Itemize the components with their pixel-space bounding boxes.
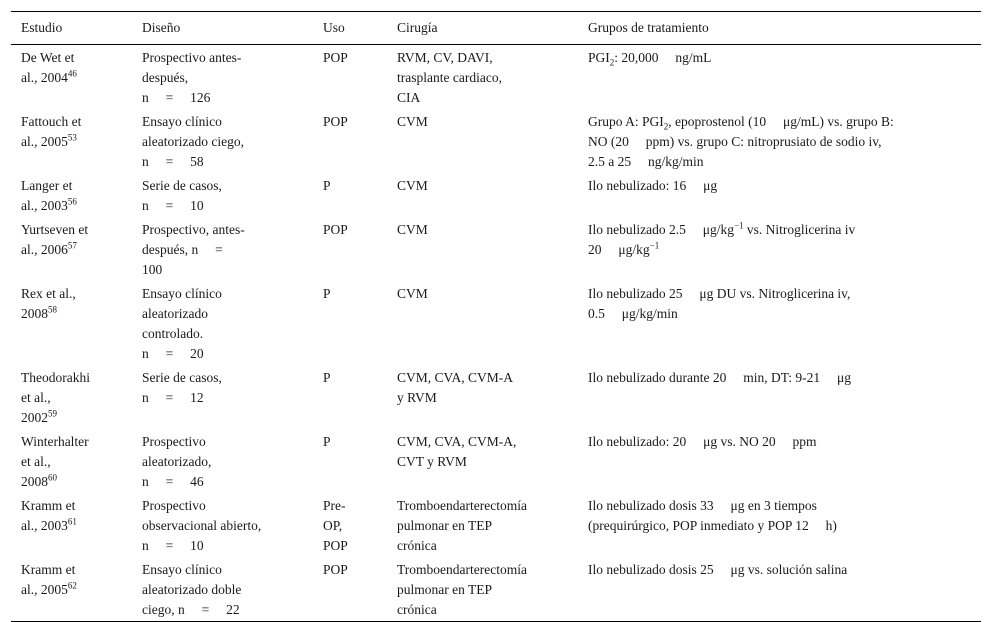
cell-line: Serie de casos, [142, 178, 222, 193]
cell-text: 2002 [21, 410, 48, 425]
cell-text: 2008 [21, 306, 48, 321]
cell-line: Winterhalter [21, 434, 89, 449]
cell-line [588, 112, 973, 132]
cell-line: n = 10 [142, 538, 204, 553]
cell-grupos [578, 429, 981, 493]
cell-line: observacional abierto, [142, 518, 262, 533]
header-cirugia: Cirugía [397, 20, 438, 35]
cell-line: Theodorakhi [21, 370, 90, 385]
cell-line: n = 58 [142, 154, 204, 169]
cell-diseno [132, 217, 313, 281]
cell-grupos [578, 109, 981, 173]
cell-text: 2008 [21, 474, 48, 489]
cell-grupos [578, 281, 981, 365]
cell-estudio [11, 557, 132, 622]
cell-cirugia [387, 429, 578, 493]
cell-line: Ilo nebulizado dosis 25 μg vs. solución salina [588, 562, 848, 577]
cell-grupos [578, 557, 981, 622]
header-estudio: Estudio [21, 20, 63, 35]
cell-line: OP, [323, 518, 343, 533]
cell-line [21, 240, 124, 260]
cell-estudio [11, 45, 132, 110]
cell-text: al., 2005 [21, 134, 68, 149]
table-row [11, 281, 981, 365]
cell-line: y RVM [397, 390, 437, 405]
cell-line: aleatorizado, [142, 454, 212, 469]
cell-line: Ensayo clínico [142, 114, 222, 129]
cell-diseno [132, 109, 313, 173]
cell-estudio [11, 281, 132, 365]
cell-line: POP [323, 562, 348, 577]
cell-line: CVM [397, 178, 428, 193]
cell-text: al., 2003 [21, 518, 68, 533]
cell-estudio [11, 365, 132, 429]
cell-line: n = 46 [142, 474, 204, 489]
cell-cirugia [387, 365, 578, 429]
cell-diseno [132, 493, 313, 557]
table-row [11, 493, 981, 557]
cell-line: Ilo nebulizado: 20 μg vs. NO 20 ppm [588, 434, 817, 449]
cell-estudio [11, 493, 132, 557]
reference-superscript: 60 [48, 472, 57, 483]
reference-superscript: 61 [67, 516, 77, 527]
cell-cirugia [387, 281, 578, 365]
cell-text: al., 2006 [21, 242, 68, 257]
cell-line: aleatorizado ciego, [142, 134, 244, 149]
cell-line: CVM, CVA, CVM-A [397, 370, 514, 385]
cell-line: POP [323, 538, 348, 553]
cell-estudio [11, 109, 132, 173]
reference-superscript: 58 [48, 304, 57, 315]
cell-line: crónica [397, 538, 437, 553]
cell-grupos [578, 45, 981, 110]
cell-line: CVM [397, 286, 428, 301]
studies-table-container [11, 11, 981, 622]
cell-uso [313, 109, 387, 173]
cell-line: De Wet et [21, 50, 75, 65]
cell-cirugia [387, 45, 578, 110]
cell-line: después, [142, 70, 189, 85]
table-row [11, 429, 981, 493]
cell-line: POP [323, 50, 348, 65]
reference-superscript: 46 [67, 68, 77, 79]
cell-text: PGI [588, 50, 610, 65]
cell-line [21, 196, 124, 216]
cell-line [588, 240, 973, 260]
header-diseno: Diseño [142, 20, 181, 35]
reference-superscript: 59 [48, 408, 57, 419]
cell-cirugia [387, 173, 578, 217]
cell-line: P [323, 178, 331, 193]
studies-table [11, 11, 981, 622]
cell-line: P [323, 286, 331, 301]
cell-line: Ilo nebulizado dosis 33 μg en 3 tiempos [588, 498, 817, 513]
cell-uso [313, 173, 387, 217]
cell-diseno [132, 429, 313, 493]
cell-cirugia [387, 557, 578, 622]
cell-uso [313, 45, 387, 110]
subscript: 2 [609, 57, 615, 68]
cell-line: Yurtseven et [21, 222, 89, 237]
cell-line: 0.5 μg/kg/min [588, 306, 678, 321]
cell-cirugia [387, 109, 578, 173]
reference-superscript: 56 [67, 196, 77, 207]
cell-grupos [578, 365, 981, 429]
cell-diseno [132, 281, 313, 365]
table-row [11, 109, 981, 173]
cell-line [21, 68, 124, 88]
cell-line: Pre- [323, 498, 346, 513]
cell-diseno [132, 173, 313, 217]
cell-line: POP [323, 222, 348, 237]
cell-line: pulmonar en TEP [397, 582, 492, 597]
cell-line: Kramm et [21, 498, 76, 513]
cell-line: aleatorizado [142, 306, 208, 321]
cell-line: trasplante cardiaco, [397, 70, 502, 85]
cell-line: NO (20 ppm) vs. grupo C: nitroprusiato de sodio iv, [588, 134, 882, 149]
cell-line: después, n = [142, 242, 223, 257]
cell-line [588, 48, 973, 68]
cell-line: Prospectivo, antes- [142, 222, 245, 237]
reference-superscript: 53 [67, 132, 77, 143]
cell-line: Tromboendarterectomía [397, 562, 527, 577]
cell-line: Ilo nebulizado: 16 μg [588, 178, 718, 193]
cell-line: Ilo nebulizado durante 20 min, DT: 9-21 μg [588, 370, 852, 385]
reference-superscript: 57 [67, 240, 77, 251]
cell-line: (prequirúrgico, POP inmediato y POP 12 h) [588, 518, 837, 533]
cell-line: Tromboendarterectomía [397, 498, 527, 513]
cell-line: P [323, 370, 331, 385]
cell-estudio [11, 429, 132, 493]
cell-cirugia [387, 493, 578, 557]
cell-line: crónica [397, 602, 437, 617]
cell-line [21, 408, 124, 428]
cell-line: CVM [397, 222, 428, 237]
table-body [11, 45, 981, 622]
header-grupos: Grupos de tratamiento [588, 20, 709, 35]
header-row [11, 12, 981, 45]
cell-uso [313, 281, 387, 365]
cell-line: RVM, CV, DAVI, [397, 50, 493, 65]
cell-line: P [323, 434, 331, 449]
table-row [11, 365, 981, 429]
cell-line [588, 220, 973, 240]
cell-estudio [11, 217, 132, 281]
table-row [11, 173, 981, 217]
cell-line: n = 20 [142, 346, 204, 361]
table-row [11, 557, 981, 622]
cell-line [21, 516, 124, 536]
cell-grupos [578, 217, 981, 281]
cell-line: CVT y RVM [397, 454, 467, 469]
cell-line: Kramm et [21, 562, 76, 577]
cell-estudio [11, 173, 132, 217]
cell-line: 100 [142, 262, 163, 277]
cell-line: Serie de casos, [142, 370, 222, 385]
cell-text: Ilo nebulizado 2.5 μg/kg [588, 222, 734, 237]
cell-diseno [132, 45, 313, 110]
superscript: −1 [733, 220, 744, 231]
cell-line: CIA [397, 90, 421, 105]
superscript: −1 [649, 240, 660, 251]
cell-text: 20 μg/kg [588, 242, 650, 257]
cell-text: Grupo A: PGI [588, 114, 664, 129]
reference-superscript: 62 [67, 580, 77, 591]
cell-line: n = 126 [142, 90, 211, 105]
cell-line: aleatorizado doble [142, 582, 242, 597]
cell-uso [313, 429, 387, 493]
cell-line: 2.5 a 25 ng/kg/min [588, 154, 704, 169]
table-row [11, 217, 981, 281]
cell-line: CVM, CVA, CVM-A, [397, 434, 517, 449]
cell-line: n = 12 [142, 390, 204, 405]
cell-grupos [578, 493, 981, 557]
cell-uso [313, 557, 387, 622]
cell-line: Prospectivo [142, 498, 206, 513]
cell-text: vs. Nitroglicerina iv [743, 222, 856, 237]
cell-line: et al., [21, 454, 51, 469]
cell-uso [313, 217, 387, 281]
cell-line: Ensayo clínico [142, 562, 222, 577]
cell-text: al., 2005 [21, 582, 68, 597]
cell-cirugia [387, 217, 578, 281]
cell-line [21, 132, 124, 152]
cell-line: Ilo nebulizado 25 μg DU vs. Nitroglicerina iv, [588, 286, 851, 301]
cell-line: Prospectivo antes- [142, 50, 242, 65]
cell-uso [313, 493, 387, 557]
cell-text: al., 2003 [21, 198, 68, 213]
cell-text: : 20,000 ng/mL [614, 50, 712, 65]
cell-text: , epoprostenol (10 μg/mL) vs. grupo B: [668, 114, 894, 129]
cell-line: n = 10 [142, 198, 204, 213]
cell-line [21, 472, 124, 492]
cell-line: pulmonar en TEP [397, 518, 492, 533]
cell-line: POP [323, 114, 348, 129]
cell-diseno [132, 365, 313, 429]
header-uso: Uso [323, 20, 345, 35]
cell-line: CVM [397, 114, 428, 129]
cell-line: et al., [21, 390, 51, 405]
cell-line: ciego, n = 22 [142, 602, 240, 617]
cell-line: Ensayo clínico [142, 286, 222, 301]
table-header [11, 12, 981, 45]
cell-uso [313, 365, 387, 429]
cell-line [21, 580, 124, 600]
cell-line: controlado. [142, 326, 204, 341]
cell-line: Fattouch et [21, 114, 82, 129]
cell-line [21, 304, 124, 324]
cell-text: al., 2004 [21, 70, 68, 85]
cell-grupos [578, 173, 981, 217]
cell-diseno [132, 557, 313, 622]
cell-line: Langer et [21, 178, 73, 193]
cell-line: Rex et al., [21, 286, 76, 301]
subscript: 2 [663, 121, 669, 132]
table-row [11, 45, 981, 110]
cell-line: Prospectivo [142, 434, 206, 449]
